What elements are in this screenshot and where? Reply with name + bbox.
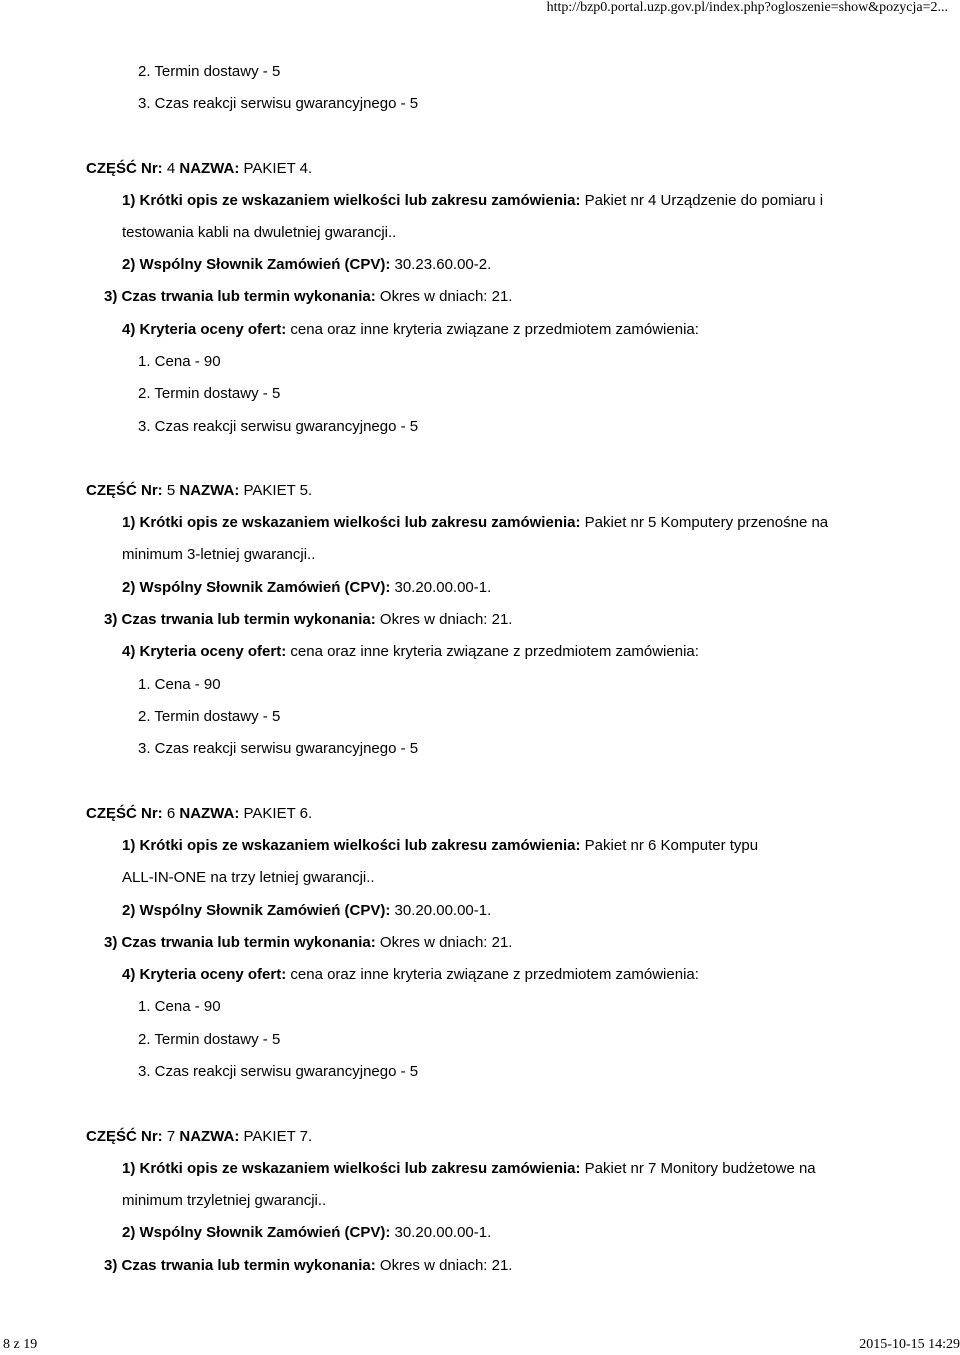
part-name-label: NAZWA: [179, 1128, 240, 1145]
part-name: PAKIET 7. [243, 1128, 313, 1145]
short-desc-label: 1) Krótki opis ze wskazaniem wielkości lub zakresu zamówienia: [122, 192, 581, 209]
part-4-short-desc-cont: testowania kabli na dwuletniej gwarancji.. [122, 224, 397, 241]
part-name-label: NAZWA: [179, 482, 240, 499]
page-number: 8 z 19 [3, 1337, 38, 1352]
carryover-criterion-3: 3. Czas reakcji serwisu gwarancyjnego - 5 [138, 95, 419, 112]
part-6-cpv [122, 902, 491, 920]
part-name: PAKIET 5. [243, 482, 313, 499]
duration-label: 3) Czas trwania lub termin wykonania: [104, 611, 376, 628]
short-desc-label: 1) Krótki opis ze wskazaniem wielkości lub zakresu zamówienia: [122, 837, 581, 854]
criterion-item: 2. Termin dostawy - 5 [138, 1031, 281, 1048]
short-desc-text: Pakiet nr 5 Komputery przenośne na [584, 514, 829, 531]
part-name: PAKIET 6. [243, 805, 313, 822]
part-5-criteria [122, 643, 699, 661]
part-name-label: NAZWA: [179, 160, 240, 177]
part-header-5 [86, 482, 312, 500]
part-number-label: CZĘŚĆ Nr: [86, 1128, 163, 1145]
part-4-short-desc [122, 192, 823, 210]
cpv-label: 2) Wspólny Słownik Zamówień (CPV): [122, 902, 391, 919]
part-6-criteria [122, 966, 699, 984]
part-7-short-desc [122, 1160, 816, 1178]
criterion-item: 3. Czas reakcji serwisu gwarancyjnego - 5 [138, 1063, 419, 1080]
part-6-short-desc-cont: ALL-IN-ONE na trzy letniej gwarancji.. [122, 869, 375, 886]
cpv-code: 30.20.00.00-1. [394, 902, 492, 919]
criteria-label: 4) Kryteria oceny ofert: [122, 966, 287, 983]
print-datetime: 2015-10-15 14:29 [859, 1337, 960, 1352]
criterion-item: 1. Cena - 90 [138, 998, 221, 1015]
part-6-short-desc [122, 837, 758, 855]
criterion-item: 3. Czas reakcji serwisu gwarancyjnego - 5 [138, 418, 419, 435]
criteria-label: 4) Kryteria oceny ofert: [122, 321, 287, 338]
part-name: PAKIET 4. [243, 160, 313, 177]
cpv-code: 30.20.00.00-1. [394, 1224, 492, 1241]
cpv-label: 2) Wspólny Słownik Zamówień (CPV): [122, 1224, 391, 1241]
part-5-short-desc-cont: minimum 3-letniej gwarancji.. [122, 546, 316, 563]
short-desc-label: 1) Krótki opis ze wskazaniem wielkości lub zakresu zamówienia: [122, 514, 581, 531]
criterion-item: 2. Termin dostawy - 5 [138, 385, 281, 402]
part-header-4 [86, 160, 312, 178]
duration-value: Okres w dniach: 21. [379, 288, 513, 305]
short-desc-text: Pakiet nr 7 Monitory budżetowe na [584, 1160, 816, 1177]
carryover-criterion-2: 2. Termin dostawy - 5 [138, 63, 281, 80]
duration-label: 3) Czas trwania lub termin wykonania: [104, 288, 376, 305]
page-url-header: http://bzp0.portal.uzp.gov.pl/index.php?ogloszenie=show&pozycja=2... [546, 0, 948, 15]
page-footer [0, 1337, 960, 1355]
part-5-duration [104, 611, 512, 629]
part-header-7 [86, 1128, 312, 1146]
cpv-label: 2) Wspólny Słownik Zamówień (CPV): [122, 256, 391, 273]
criteria-text: cena oraz inne kryteria związane z przedmiotem zamówienia: [290, 321, 699, 338]
criterion-item: 1. Cena - 90 [138, 676, 221, 693]
criterion-item: 2. Termin dostawy - 5 [138, 708, 281, 725]
part-number: 7 [166, 1128, 176, 1145]
duration-value: Okres w dniach: 21. [379, 1257, 513, 1274]
cpv-label: 2) Wspólny Słownik Zamówień (CPV): [122, 579, 391, 596]
part-number: 5 [166, 482, 176, 499]
part-5-cpv [122, 579, 491, 597]
short-desc-label: 1) Krótki opis ze wskazaniem wielkości lub zakresu zamówienia: [122, 1160, 581, 1177]
part-7-cpv [122, 1224, 491, 1242]
criterion-item: 3. Czas reakcji serwisu gwarancyjnego - 5 [138, 740, 419, 757]
short-desc-text: Pakiet nr 6 Komputer typu [584, 837, 759, 854]
duration-value: Okres w dniach: 21. [379, 611, 513, 628]
part-name-label: NAZWA: [179, 805, 240, 822]
duration-label: 3) Czas trwania lub termin wykonania: [104, 934, 376, 951]
part-number-label: CZĘŚĆ Nr: [86, 160, 163, 177]
part-7-duration [104, 1257, 512, 1275]
criteria-text: cena oraz inne kryteria związane z przedmiotem zamówienia: [290, 966, 699, 983]
part-4-cpv [122, 256, 491, 274]
cpv-code: 30.20.00.00-1. [394, 579, 492, 596]
part-7-short-desc-cont: minimum trzyletniej gwarancji.. [122, 1192, 327, 1209]
criterion-item: 1. Cena - 90 [138, 353, 221, 370]
part-5-short-desc [122, 514, 828, 532]
criteria-text: cena oraz inne kryteria związane z przedmiotem zamówienia: [290, 643, 699, 660]
part-4-duration [104, 288, 512, 306]
short-desc-text: Pakiet nr 4 Urządzenie do pomiaru i [584, 192, 824, 209]
duration-label: 3) Czas trwania lub termin wykonania: [104, 1257, 376, 1274]
part-number: 4 [166, 160, 176, 177]
part-header-6 [86, 805, 312, 823]
part-6-duration [104, 934, 512, 952]
part-number-label: CZĘŚĆ Nr: [86, 482, 163, 499]
part-number-label: CZĘŚĆ Nr: [86, 805, 163, 822]
cpv-code: 30.23.60.00-2. [394, 256, 492, 273]
duration-value: Okres w dniach: 21. [379, 934, 513, 951]
part-number: 6 [166, 805, 176, 822]
criteria-label: 4) Kryteria oceny ofert: [122, 643, 287, 660]
part-4-criteria [122, 321, 699, 339]
